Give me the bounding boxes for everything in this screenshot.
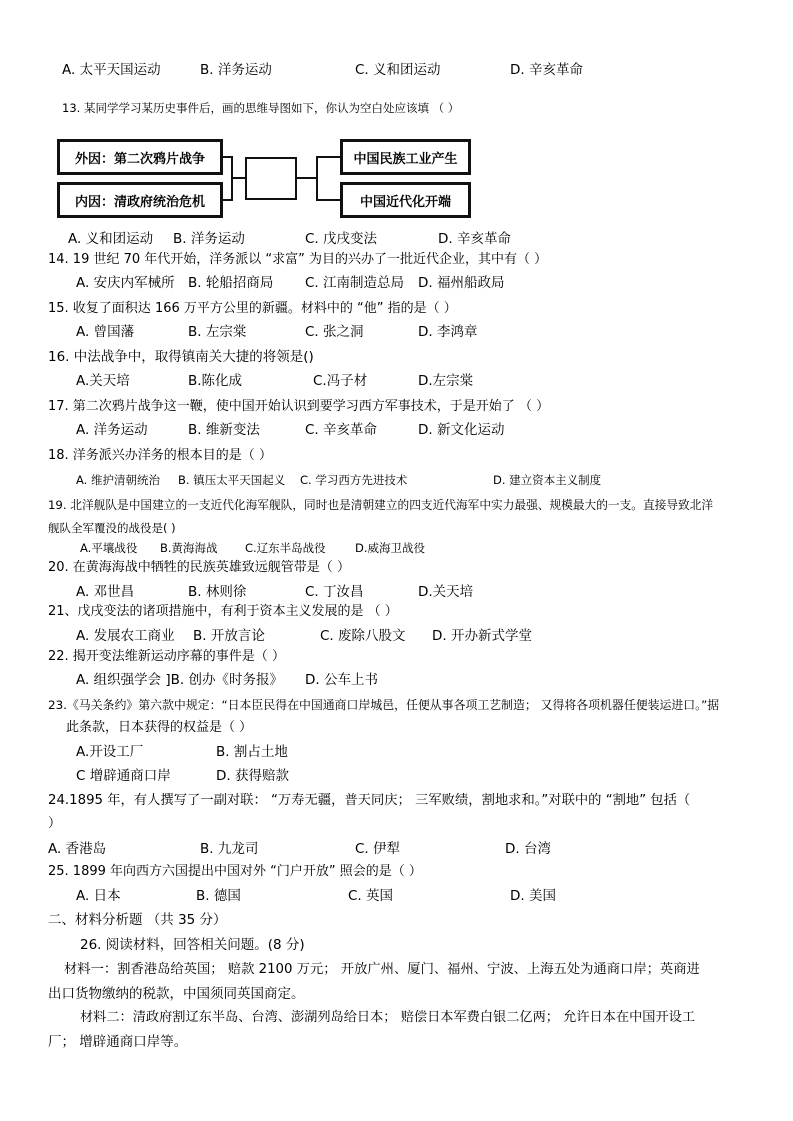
q16-option-d: D.左宗棠 [418,373,474,389]
q18-option-a: A. 维护清朝统治 [76,473,160,487]
material-1-line2: 出口货物缴纳的税款，中国须同英国商定。 [48,986,305,1002]
q13-option-b: B. 洋务运动 [173,231,245,247]
mind-map-left-top-label: 外因：第二次鸦片战争 [74,151,205,167]
q16-option-b: B.陈化成 [188,373,243,389]
connector-line [316,156,340,158]
q19-option-c: C.辽东半岛战役 [245,541,326,555]
q24-option-b: B. 九龙司 [200,841,259,857]
q12-option-c: C. 义和团运动 [355,62,441,78]
q20-stem: 20. 在黄海海战中牺牲的民族英雄致远舰管带是（ ） [48,560,350,575]
q24-option-a: A. 香港岛 [48,841,107,857]
q15-option-d: D. 李鸿章 [418,324,478,340]
mind-map-center-blank-box [245,157,297,200]
q19-option-b: B.黄海海战 [160,541,218,555]
q19-stem-line1: 19. 北洋舰队是中国建立的一支近代化海军舰队，同时也是清朝建立的四支近代海军中实力最强、规模最大的一支。直接导致北洋 [48,498,714,512]
q17-option-c: C. 辛亥革命 [305,422,378,438]
q22-stem: 22. 揭开变法维新运动序幕的事件是（ ） [48,649,285,664]
q15-option-b: B. 左宗棠 [188,324,247,340]
q18-option-b: B. 镇压太平天国起义 [178,473,286,487]
q13-stem: 13. 某同学学习某历史事件后，画的思维导图如下，你认为空白处应该填 （ ） [62,101,460,115]
q13-option-a: A. 义和团运动 [68,231,154,247]
q22-option-c: D. 公车上书 [305,672,378,688]
connector-line [316,156,318,201]
q25-option-d: D. 美国 [510,888,556,904]
q12-option-b: B. 洋务运动 [200,62,272,78]
q25-stem: 25. 1899 年向西方六国提出中国对外 “门户开放” 照会的是（ ） [48,864,422,879]
q20-option-d: D.关天培 [418,584,474,600]
q25-option-b: B. 德国 [196,888,241,904]
q15-option-c: C. 张之洞 [305,324,364,340]
q23-option-d: D. 获得赔款 [216,768,289,784]
mind-map-left-bottom-label: 内因：清政府统治危机 [74,194,205,210]
q21-option-b: B. 开放言论 [193,628,265,644]
q17-stem: 17. 第二次鸦片战争这一鞭，使中国开始认识到要学习西方军事技术，于是开始了 （ ） [48,399,550,414]
material-1-line1: 材料一：割香港岛给英国； 赔款 2100 万元； 开放广州、厦门、福州、宁波、上海五处为通商口岸；英商进 [64,962,700,977]
q19-option-d: D.威海卫战役 [355,541,426,555]
q19-stem-line2: 舰队全军覆没的战役是( ) [48,521,176,535]
q14-stem: 14. 19 世纪 70 年代开始，洋务派以 “求富” 为目的兴办了一批近代企业，其中有（ ） [48,252,548,267]
q14-option-a: A. 安庆内军械所 [76,275,175,291]
q24-option-d: D. 台湾 [505,841,551,857]
mind-map-left-bottom-box [57,182,223,218]
material-2-line2: 厂； 增辟通商口岸等。 [48,1034,188,1050]
q24-option-c: C. 伊犁 [355,841,401,857]
q17-option-b: B. 维新变法 [188,422,260,438]
q18-stem: 18. 洋务派兴办洋务的根本目的是（ ） [48,448,272,463]
mind-map-right-top-box [340,139,471,175]
q18-option-c: C. 学习西方先进技术 [300,473,408,487]
q21-option-a: A. 发展农工商业 [76,628,175,644]
q23-option-a: A.开设工厂 [76,744,144,760]
q24-stem-line1: 24.1895 年，有人撰写了一副对联： “万寿无疆，普天同庆； 三军败绩，割地求和。”对联中的 “割地” 包括（ [48,793,691,808]
q14-option-c: C. 江南制造总局 [305,275,405,291]
connector-line [316,199,340,201]
q14-option-d: D. 福州船政局 [418,275,505,291]
q16-option-a: A.关天培 [76,373,130,389]
q12-option-d: D. 辛亥革命 [510,62,583,78]
q14-option-b: B. 轮船招商局 [188,275,274,291]
q15-stem: 15. 收复了面积达 166 万平方公里的新疆。材料中的 “他” 指的是（ ） [48,301,457,316]
q16-option-c: C.冯子材 [313,373,368,389]
q20-option-c: C. 丁汝昌 [305,584,364,600]
q25-option-a: A. 日本 [76,888,121,904]
q12-option-a: A. 太平天国运动 [62,62,161,78]
q21-option-c: C. 废除八股文 [320,628,406,644]
q21-stem: 21、戊戌变法的诸项措施中，有利于资本主义发展的是 （ ） [48,604,398,619]
q20-option-a: A. 邓世昌 [76,584,135,600]
q17-option-a: A. 洋务运动 [76,422,148,438]
q16-stem: 16. 中法战争中，取得镇南关大捷的将领是() [48,349,314,365]
mind-map-right-top-label: 中国民族工业产生 [353,151,458,167]
q23-stem-line1: 23.《马关条约》第六款中规定：“日本臣民得在中国通商口岸城邑，任便从事各项工艺制造； 又得将各项机器任便装运进口。”据 [48,698,720,712]
material-2-line1: 材料二：清政府割辽东半岛、台湾、澎湖列岛给日本； 赔偿日本军费白银二亿两； 允许日本在中国开设工 [80,1010,696,1025]
q15-option-a: A. 曾国藩 [76,324,135,340]
q17-option-d: D. 新文化运动 [418,422,505,438]
q19-option-a: A.平壤战役 [80,541,138,555]
q13-option-d: D. 辛亥革命 [438,231,511,247]
q25-option-c: C. 英国 [348,888,394,904]
q23-option-b: B. 割占土地 [216,744,288,760]
q21-option-d: D. 开办新式学堂 [432,628,532,644]
q13-option-c: C. 戊戌变法 [305,231,378,247]
connector-line [231,177,245,179]
mind-map-left-top-box [57,139,223,175]
mind-map-right-bottom-label: 中国近代化开端 [359,194,451,210]
q20-option-b: B. 林则徐 [188,584,247,600]
q23-option-c: C 增辟通商口岸 [76,768,171,784]
section-2-title: 二、材料分析题 （共 35 分） [48,912,227,928]
connector-line [297,177,317,179]
mind-map-right-bottom-box [340,182,471,218]
q24-stem-line2: ） [48,816,62,831]
q26-stem: 26. 阅读材料，回答相关问题。(8 分) [80,937,305,953]
q23-stem-line2: 此条款，日本获得的权益是（ ） [66,720,253,735]
q22-option-a-b: A. 组织强学会 ]B. 创办《时务报》 [76,672,283,688]
q18-option-d: D. 建立资本主义制度 [493,473,602,487]
